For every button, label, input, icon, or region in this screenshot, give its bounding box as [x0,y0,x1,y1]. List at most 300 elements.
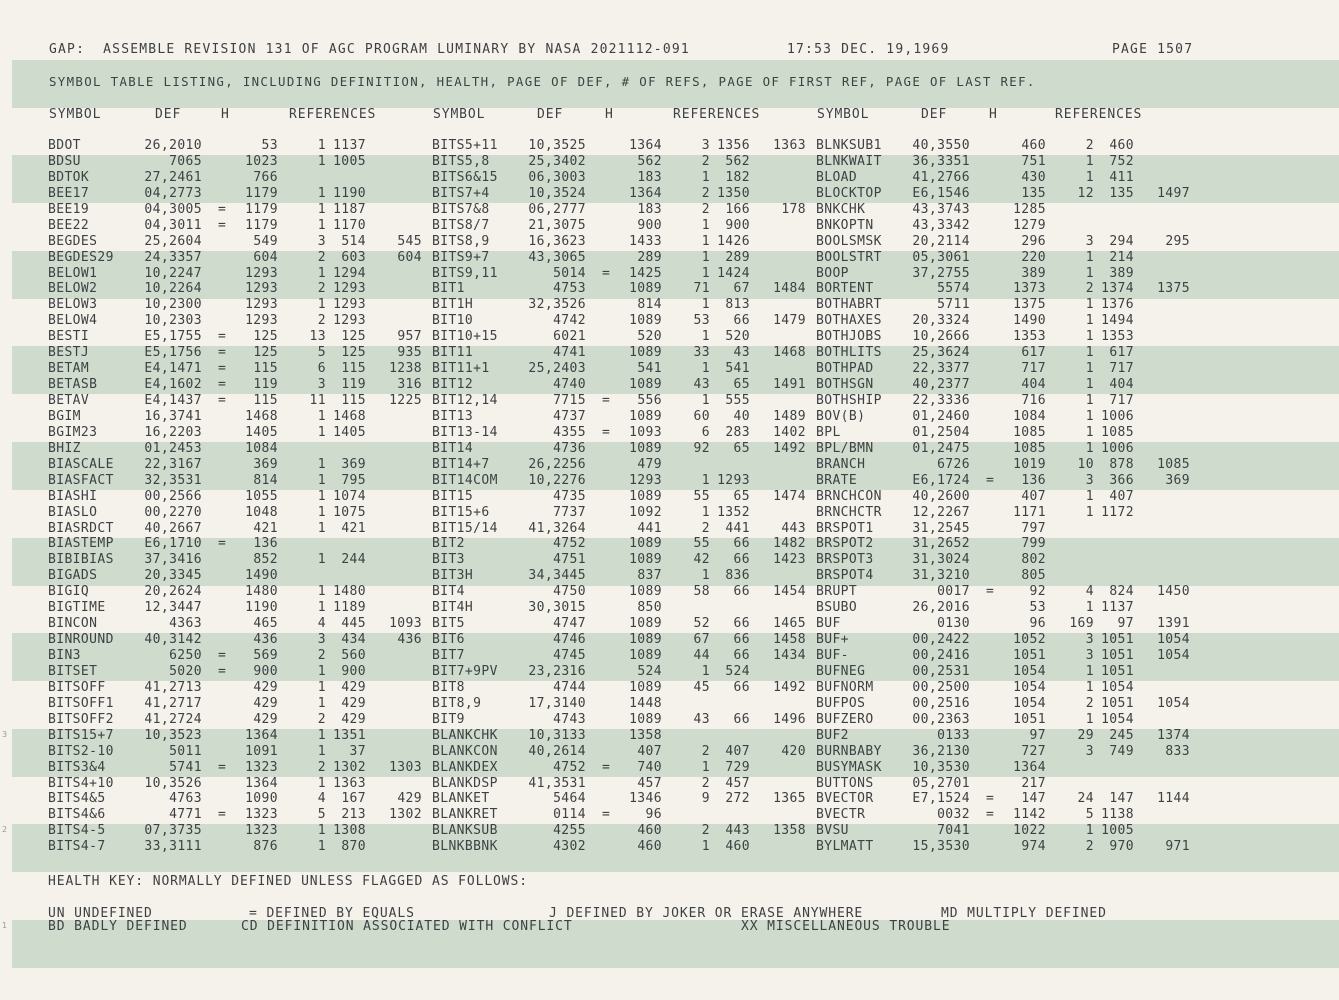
def-page: 429 [253,695,278,711]
health-flag: = [602,807,611,823]
definition: 41,3264 [528,520,586,536]
ref-count: 2 [317,281,326,297]
def-page: 457 [637,775,662,791]
def-page: 1052 [1013,632,1046,648]
symbol-name: BIT10 [432,313,474,329]
definition: 4744 [553,679,586,695]
symbol-row [48,536,428,552]
definition: 01,2475 [912,440,970,456]
last-ref-page: 1374 [1157,727,1190,743]
symbol-row [816,329,1196,345]
symbol-row [816,760,1196,776]
ref-count: 1 [317,584,326,600]
definition: 7065 [169,153,202,169]
definition: 10,3525 [528,138,586,153]
last-ref-page: 604 [397,249,422,265]
symbol-name: BITS4-7 [48,839,106,855]
symbol-row [816,345,1196,361]
symbol-name: BIASRDCT [48,520,114,536]
health-key-title: HEALTH KEY: NORMALLY DEFINED UNLESS FLAGGED AS FOLLOWS: [48,874,528,889]
first-ref-page: 1074 [333,488,366,504]
symbol-row [816,377,1196,393]
symbol-row [816,473,1196,489]
first-ref-page: 43 [733,345,750,361]
def-page: 556 [637,393,662,408]
symbol-row [48,154,428,170]
health-key-equals: = DEFINED BY EQUALS [249,906,415,921]
symbol-row [48,234,428,250]
def-page: 1089 [629,440,662,456]
symbol-name: BOTHJOBS [816,329,882,345]
definition: 00,2516 [912,695,970,711]
first-ref-page: 1054 [1101,711,1134,727]
first-ref-page: 1051 [1101,632,1134,648]
first-ref-page: 125 [341,329,366,345]
health-flag: = [218,201,227,217]
definition: 0032 [937,807,970,823]
first-ref-page: 1006 [1101,408,1134,424]
symbol-name: BIT8,9 [432,695,482,711]
symbol-row [432,632,812,648]
def-page: 1089 [629,648,662,663]
last-ref-page: 1484 [773,281,806,297]
def-page: 1089 [629,281,662,297]
ref-count: 5 [317,345,326,361]
def-page: 805 [1021,568,1046,584]
symbol-row [48,186,428,202]
symbol-name: BORTENT [816,281,874,297]
def-page: 1089 [629,632,662,648]
def-page: 1051 [1013,648,1046,663]
symbol-name: BESTI [48,329,90,345]
definition: 41,2717 [144,695,202,711]
ref-count: 1 [317,600,326,616]
definition: 10,3523 [144,727,202,743]
symbol-name: BELOW4 [48,313,98,329]
def-page: 429 [253,679,278,695]
symbol-name: BIT15 [432,488,474,504]
def-page: 541 [637,361,662,377]
symbol-row [816,552,1196,568]
last-ref-page: 1375 [1157,281,1190,297]
symbol-name: BUFNEG [816,663,866,679]
first-ref-page: 40 [733,408,750,424]
symbol-name: BIT7+9PV [432,663,498,679]
first-ref-page: 1426 [717,233,750,249]
health-flag: = [218,536,227,552]
symbol-name: BLNKBBNK [432,839,498,855]
ref-count: 1 [701,297,710,313]
first-ref-page: 1051 [1101,648,1134,663]
ref-count: 1 [317,424,326,440]
symbol-row [48,393,428,409]
def-page: 1089 [629,377,662,393]
first-ref-page: 119 [341,377,366,393]
definition: 41,2766 [912,169,970,185]
last-ref-page: 1454 [773,584,806,600]
symbol-row [48,138,428,154]
symbol-row [432,776,812,792]
first-ref-page: 1006 [1101,440,1134,456]
def-page: 1279 [1013,217,1046,233]
def-page: 460 [637,823,662,839]
ref-count: 2 [317,711,326,727]
last-ref-page: 1450 [1157,584,1190,600]
def-page: 1364 [245,775,278,791]
symbol-row [432,138,812,154]
def-page: 837 [637,568,662,584]
definition: 5020 [169,663,202,679]
definition: 34,3445 [528,568,586,584]
first-ref-page: 1494 [1101,313,1134,329]
listing-subtitle: SYMBOL TABLE LISTING, INCLUDING DEFINITION, HEALTH, PAGE OF DEF, # OF REFS, PAGE OF FIRST REF, PAGE OF LAST REF. [49,74,1036,89]
symbol-row [48,744,428,760]
first-ref-page: 244 [341,552,366,568]
definition: 23,2316 [528,663,586,679]
first-ref-page: 1424 [717,265,750,281]
ref-count: 33 [693,345,710,361]
definition: 31,2545 [912,520,970,536]
symbol-row [432,441,812,457]
symbol-row [48,760,428,776]
def-page: 1179 [245,185,278,201]
ref-count: 13 [309,329,326,345]
symbol-name: BGIM23 [48,424,98,440]
def-page: 900 [253,663,278,679]
ref-count: 1 [1085,329,1094,345]
definition: 40,3142 [144,632,202,648]
ref-count: 43 [693,377,710,393]
symbol-name: BIT15+6 [432,504,490,520]
symbol-row [432,457,812,473]
ref-count: 1 [701,393,710,408]
definition: 0130 [937,616,970,632]
ref-count: 11 [309,393,326,408]
symbol-name: BPL [816,424,841,440]
ref-count: 1 [317,138,326,153]
ref-count: 3 [1085,233,1094,249]
symbol-row [816,744,1196,760]
definition: 15,3530 [912,839,970,855]
last-ref-page: 295 [1165,233,1190,249]
symbol-name: BNKCHK [816,201,866,217]
definition: 00,2416 [912,648,970,663]
ref-count: 1 [1085,408,1094,424]
ref-count: 1 [1085,488,1094,504]
symbol-name: BIT14 [432,440,474,456]
symbol-name: BUSYMASK [816,759,882,775]
def-page: 1055 [245,488,278,504]
def-page: 617 [1021,345,1046,361]
def-page: 604 [253,249,278,265]
ref-count: 1 [701,504,710,520]
symbol-row [48,664,428,680]
symbol-name: BINCON [48,616,98,632]
def-page: 1089 [629,408,662,424]
definition: 20,3345 [144,568,202,584]
symbol-name: BIT7 [432,648,465,663]
symbol-name: BIT5 [432,616,465,632]
ref-count: 1 [701,217,710,233]
symbol-name: BIASCALE [48,456,114,472]
last-ref-page: 1492 [773,679,806,695]
def-page: 1089 [629,313,662,329]
symbol-name: BITS7+4 [432,185,490,201]
definition: 10,2303 [144,313,202,329]
last-ref-page: 1085 [1157,456,1190,472]
symbol-name: BITS6&15 [432,169,498,185]
symbol-name: BOV(B) [816,408,866,424]
ref-count: 1 [701,663,710,679]
def-page: 814 [253,472,278,488]
definition: E5,1755 [144,329,202,345]
definition: 10,2264 [144,281,202,297]
def-page: 92 [1029,584,1046,600]
definition: E7,1524 [912,791,970,807]
first-ref-page: 135 [1109,185,1134,201]
ref-count: 3 [317,233,326,249]
ref-count: 1 [1085,345,1094,361]
symbol-row [48,218,428,234]
definition: 00,2531 [912,663,970,679]
last-ref-page: 1358 [773,823,806,839]
symbol-row [432,760,812,776]
first-ref-page: 1468 [333,408,366,424]
definition: 4771 [169,807,202,823]
definition: 6021 [553,329,586,345]
symbol-row [48,807,428,823]
first-ref-page: 729 [725,759,750,775]
definition: 40,2614 [528,743,586,759]
def-page: 717 [1021,361,1046,377]
symbol-name: BUTTONS [816,775,874,791]
definition: 17,3140 [528,695,586,711]
def-page: 407 [637,743,662,759]
last-ref-page: 1054 [1157,632,1190,648]
symbol-row [432,202,812,218]
symbol-name: BITS3&4 [48,759,106,775]
symbol-name: BUF+ [816,632,849,648]
def-page: 1358 [629,727,662,743]
ref-count: 3 [701,138,710,153]
symbol-name: BOOLSMSK [816,233,882,249]
health-flag: = [602,424,611,440]
symbol-row [816,648,1196,664]
symbol-name: BITS8/7 [432,217,490,233]
definition: 21,3075 [528,217,586,233]
definition: 00,2566 [144,488,202,504]
symbol-row [48,297,428,313]
definition: 10,2276 [528,472,586,488]
def-page: 430 [1021,169,1046,185]
symbol-name: BIT14COM [432,472,498,488]
symbol-name: BIT3H [432,568,474,584]
definition: 4302 [553,839,586,855]
def-page: 421 [253,520,278,536]
first-ref-page: 1376 [1101,297,1134,313]
definition: 00,2500 [912,679,970,695]
first-ref-page: 272 [725,791,750,807]
symbol-row [816,297,1196,313]
definition: 04,3011 [144,217,202,233]
first-ref-page: 1293 [333,313,366,329]
ref-count: 6 [317,361,326,377]
definition: 43,3342 [912,217,970,233]
first-ref-page: 460 [1109,138,1134,153]
symbol-name: BLANKCHK [432,727,498,743]
def-page: 1089 [629,536,662,552]
symbol-row [816,791,1196,807]
ref-count: 1 [701,568,710,584]
definition: 20,2114 [912,233,970,249]
definition: 36,2130 [912,743,970,759]
listing-timestamp: 17:53 DEC. 19,1969 [787,42,950,57]
first-ref-page: 813 [725,297,750,313]
paper-stripe [12,920,1339,968]
symbol-name: BETAV [48,393,90,408]
def-page: 1019 [1013,456,1046,472]
symbol-name: BEGDES29 [48,249,114,265]
definition: 7715 [553,393,586,408]
def-page: 429 [253,711,278,727]
ref-count: 1 [317,488,326,504]
symbol-row [48,712,428,728]
first-ref-page: 562 [725,153,750,169]
health-flag: = [218,377,227,393]
ref-count: 9 [701,791,710,807]
first-ref-page: 1374 [1101,281,1134,297]
first-ref-page: 560 [341,648,366,663]
symbol-row [816,202,1196,218]
margin-mark: 1 [2,921,8,930]
health-flag: = [218,648,227,663]
def-page: 569 [253,648,278,663]
health-flag: = [218,329,227,345]
def-page: 1364 [629,185,662,201]
last-ref-page: 1238 [389,361,422,377]
symbol-row [816,521,1196,537]
health-flag: = [986,791,995,807]
first-ref-page: 836 [725,568,750,584]
first-ref-page: 1085 [1101,424,1134,440]
symbol-name: BOTHPAD [816,361,874,377]
def-page: 441 [637,520,662,536]
def-page: 96 [1029,616,1046,632]
ref-count: 4 [317,791,326,807]
symbol-row [816,250,1196,266]
symbol-name: BIGADS [48,568,98,584]
first-ref-page: 66 [733,616,750,632]
listing-title: GAP: ASSEMBLE REVISION 131 OF AGC PROGRAM LUMINARY BY NASA 2021112-091 [49,42,690,57]
definition: E4,1471 [144,361,202,377]
header-def: DEF [155,107,182,122]
symbol-row [48,170,428,186]
symbol-name: BITS15+7 [48,727,114,743]
symbol-name: BITS9,11 [432,265,498,281]
ref-count: 1 [1085,377,1094,393]
last-ref-page: 1491 [773,377,806,393]
symbol-row [48,266,428,282]
definition: 31,2652 [912,536,970,552]
symbol-name: BUF [816,616,841,632]
def-page: 1480 [245,584,278,600]
symbol-name: BYLMATT [816,839,874,855]
first-ref-page: 443 [725,823,750,839]
header-symbol: SYMBOL [433,107,486,122]
ref-count: 1 [317,297,326,313]
symbol-row [432,218,812,234]
symbol-row [432,313,812,329]
ref-count: 1 [701,472,710,488]
definition: 26,2010 [144,138,202,153]
first-ref-page: 66 [733,648,750,663]
symbol-name: BIT4 [432,584,465,600]
def-page: 1293 [245,265,278,281]
first-ref-page: 1190 [333,185,366,201]
last-ref-page: 833 [1165,743,1190,759]
def-page: 1048 [245,504,278,520]
definition: 0114 [553,807,586,823]
symbol-row [48,584,428,600]
last-ref-page: 316 [397,377,422,393]
def-page: 1364 [629,138,662,153]
ref-count: 1 [1085,313,1094,329]
ref-count: 60 [693,408,710,424]
symbol-row [816,281,1196,297]
last-ref-page: 1489 [773,408,806,424]
symbol-name: BLOAD [816,169,858,185]
definition: E4,1437 [144,393,202,408]
first-ref-page: 125 [341,345,366,361]
symbol-row [432,696,812,712]
last-ref-page: 420 [781,743,806,759]
symbol-name: BVSU [816,823,849,839]
symbol-row [432,266,812,282]
last-ref-page: 436 [397,632,422,648]
def-page: 1054 [1013,663,1046,679]
symbol-row [432,839,812,855]
definition: 06,2777 [528,201,586,217]
definition: 4745 [553,648,586,663]
first-ref-page: 749 [1109,743,1134,759]
symbol-row [432,664,812,680]
def-page: 1190 [245,600,278,616]
ref-count: 1 [701,759,710,775]
definition: 20,2624 [144,584,202,600]
symbol-name: BUFPOS [816,695,866,711]
first-ref-page: 900 [725,217,750,233]
last-ref-page: 1303 [389,759,422,775]
def-page: 1089 [629,616,662,632]
definition: 10,3530 [912,759,970,775]
symbol-row [816,823,1196,839]
first-ref-page: 541 [725,361,750,377]
def-page: 1089 [629,488,662,504]
symbol-row [816,505,1196,521]
first-ref-page: 66 [733,711,750,727]
symbol-row [432,393,812,409]
definition: 5014 [553,265,586,281]
definition: 10,3526 [144,775,202,791]
definition: 22,3336 [912,393,970,408]
symbol-row [816,313,1196,329]
symbol-name: BHIZ [48,440,81,456]
header-def: DEF [537,107,564,122]
first-ref-page: 115 [341,393,366,408]
symbol-name: BUFZERO [816,711,874,727]
first-ref-page: 1293 [333,281,366,297]
ref-count: 1 [317,520,326,536]
